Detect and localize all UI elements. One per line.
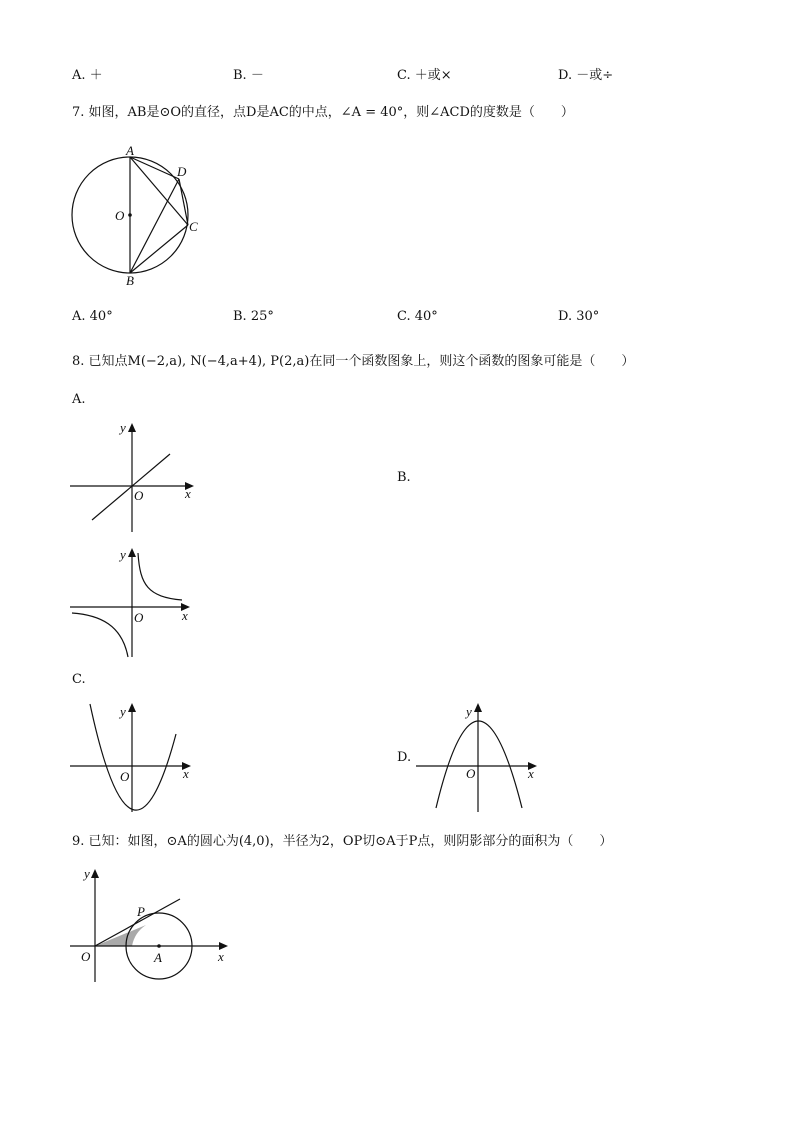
axis-x: x	[183, 766, 189, 781]
axis-y: y	[120, 547, 126, 562]
axis-y: y	[466, 704, 472, 719]
label-A: A	[126, 143, 134, 158]
q8-option-b-label: B.	[397, 470, 411, 485]
q7-stem: 7. 如图，AB是⊙O的直径，点D是AC的中点，∠A = 40°，则∠ACD的度数是（ ）	[72, 105, 574, 120]
q8-graph-c-parabola-up	[70, 700, 200, 815]
label-y: y	[84, 866, 90, 881]
label-P: P	[137, 904, 145, 919]
q6-option-a: A. ＋	[72, 68, 103, 83]
axis-origin: O	[466, 766, 476, 781]
axis-origin: O	[134, 488, 144, 503]
q7-option-c: C. 40°	[397, 309, 438, 324]
q8-option-c-label: C.	[72, 672, 86, 687]
label-D: D	[177, 164, 187, 179]
q9-stem: 9. 已知：如图，⊙A的圆心为(4,0)，半径为2，OP切⊙A于P点，则阴影部分的面积为（ ）	[72, 834, 613, 849]
q7-option-a: A. 40°	[72, 309, 113, 324]
q8-graph-d-parabola-down	[416, 700, 546, 815]
q6-option-c: C. ＋或×	[397, 68, 452, 83]
q8-stem: 8. 已知点M(−2,a), N(−4,a+4), P(2,a)在同一个函数图象上，则这个函数的图象可能是（ ）	[72, 354, 635, 369]
axis-origin: O	[134, 610, 144, 625]
label-B: B	[126, 273, 134, 288]
q8-option-a-label: A.	[72, 392, 86, 407]
axis-y: y	[120, 420, 126, 435]
q9-tangent-figure	[70, 866, 240, 986]
q7-option-b: B. 25°	[233, 309, 274, 324]
label-A: A	[154, 950, 162, 965]
axis-x: x	[182, 608, 188, 623]
label-O: O	[81, 949, 91, 964]
q7-option-d: D. 30°	[558, 309, 600, 324]
label-C: C	[189, 219, 198, 234]
label-O: O	[115, 208, 125, 223]
label-x: x	[218, 949, 224, 964]
axis-y: y	[120, 704, 126, 719]
q8-graph-a-line	[70, 420, 200, 535]
axis-x: x	[528, 766, 534, 781]
q6-option-b: B. －	[233, 68, 264, 83]
axis-origin: O	[120, 769, 130, 784]
q7-circle-figure	[65, 142, 205, 292]
axis-x: x	[185, 486, 191, 501]
q8-option-d-label: D.	[397, 750, 412, 765]
q6-option-d: D. －或÷	[558, 68, 614, 83]
q8-graph-b-hyperbola	[70, 545, 200, 660]
